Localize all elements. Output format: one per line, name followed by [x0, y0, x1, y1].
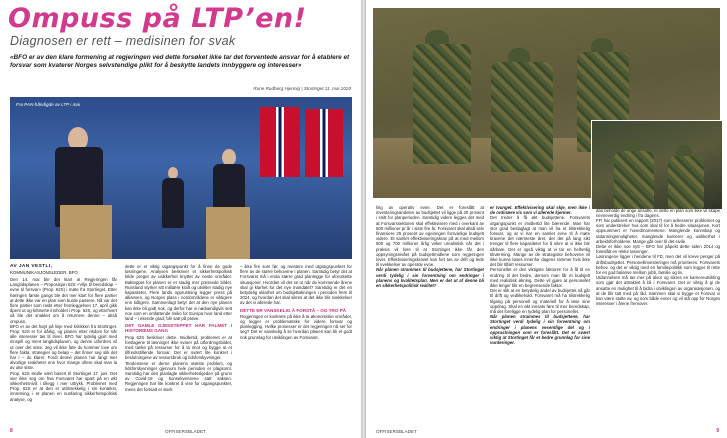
lead-quote: «BFO er av den klare formening at regjeringen ved dette forsøket ikke tar det forventede ansvar for å etablere et forsvar som kvaterer Norges selvstendige plikt for å beskytte landets innbyggere og interesser»: [10, 54, 350, 69]
section-heading: DETTE ER VANSKELIG Å FORSTÅ – OG TRO PÅ: [240, 307, 347, 313]
soldier-figure: [491, 62, 553, 172]
text-column-1: [10, 277, 117, 427]
soldier-figure: [413, 44, 471, 164]
attendee-figure: [162, 178, 184, 228]
paragraph: dette er et viktig utgangspunkt for å finne de gode løsningene. Analysen beskriver et sikkerhetspolitisk bilde preget av usikkerhet knyttet av neste områder. Bakteppet for planen er et stadig mer pressede bildet. Russland styrker sitt militære kraft og utvikler stadig nye kapasiteter. Flere lands opprustning legger press på alliansen, og Norges plass i nordområdene er viktigere enn tidligere. Sammenlagt betyr det at den nye planen kan ikke bli godt nok, og derfor har vi nødvendigvis sett noe som en omfattende risiko for Europa hvor land etter land – i ekende grad, blir satt på prøve.: [125, 264, 232, 322]
paragraph: Når planen strammes til budsjettene, har Stortinget verdi tydelig i sin forventning om endringer i planens vesentlige del og i opprustningen som er foreslått. Det er svært viktig at Stortinget får et bedre grunnlag for sine vurderinger.: [490, 314, 590, 346]
paragraph: er tvunget. Effektivisering skal skje, men ikke i de ordinære vis som vi allerede kjenner.: [490, 205, 590, 216]
footer-title: OFFISERSBLADET: [376, 429, 417, 434]
byline: Rune Rudberg Hjennig | Stortinget 11. mai 2020: [253, 86, 351, 91]
left-page: [0, 0, 361, 438]
soldier-figure: [614, 151, 654, 209]
paragraph: – ikke fire som før, og mestere med utgangspunktet for flere av de større behovene i planen. Samtidig betyr det at Forsvaret må i enda større grad planlegge for uforutsette situasjoner. Hvordan vil det se ut når de kommende årene skal gi klarhet for det nye mandatet? Samtidig er det en betydelig uklarhet om budsjettøkningen i perioden frem til 2024, og hvordan det skal sikres at det ikke blir svekkelser av det vi allerede har.: [240, 264, 352, 306]
paragraph: Løsningene ligger i hendene til FD, men det vil kreve penger på driftsbudsjettet. Personellinvesteringer må prioriteres. Forsvarets behov, og det er viktig med en familiepolitikk som legger til rette for en god balanse mellom jobb, familie og liv.: [596, 254, 720, 276]
right-page: [366, 0, 727, 438]
paragraph: Dette er ikke noe nytt – BFO har påpekt dette siden 2014 og foreslått en rekke løsninger.: [596, 244, 720, 255]
soldier-figure: [668, 156, 704, 209]
paragraph: BFO er av det høyt på linje med kritikken fra Stortinget. Prop. 62S er for dårlig, og planen etter rikdom for når alle interesser tas til trivel. BFO har tydelig gjort med innspill og ment langtidsplanen, og denne utfordres vil ut over det siste. Jeg vil ikke føle du kommer love om flere fakta, strategier og beløp – det finner seg slik det har i – du klarer. Fordi denne planen har langt mer alvorlige svakheter enn hvor mange oftere skal man la av utte siste.: [10, 323, 117, 371]
page-number: 9: [716, 428, 719, 434]
paragraph: FFI har publisert en rapport (2017) som adresserer problemet og som understreker hva som skal til for å bedre situasjonen. Kort oppsummert er hovedmomentene: Manglende kunnskap og utdanningsmuligheter, manglende karrierer og usikkerhet i arbeidsforholdene. Mange går over til det sivile.: [596, 218, 720, 244]
paragraph: Den 14. mai ble det klart at Regjeringen får Langtidsplanen – Proposisjon 62S «Vilje til beredskap – evne til forsvar» (Prop. 62S) i møte fra Stortinget. Etter høringen første gangs ble det mer klart for flere partier at dette ikke var en plan som burde passere. Nå var det flere partier som raskt etter fremleggelsen 17. april gikk åpent ut og kritiserte innholdet i Prop. 62S, og etterhvert så ble det snakket om å returnere denne – altså ompuss.: [10, 277, 117, 324]
page-number: 8: [10, 428, 13, 434]
paragraph: Det er slik at en betydelig andel av budsjettet nå går til drift og vedlikehold. Forsvaret må ha tilstrekkelig tilgang på personell og materiell for å løse sine oppdrag. Skal en økt innsats føre til mer beredskap, må det foreligge en tydelig plan for personellet.: [490, 288, 590, 315]
paragraph: Utdannelsen må tas mer på alvor og sikres en karriereutvikling som gjør det attraktivt å bli i Forsvaret. Det er viktig å gi de ansatte en mulighet til å bidra i utviklingen av organisasjonen, og at de blir tatt med på råd. Sammen skal vi bygge et Forsvar vi kan være stolte av, og som både evner og vil stå opp for Norges interesser i årene fremover.: [596, 275, 720, 307]
norway-flag-icon: [260, 107, 300, 177]
paragraph: dan beholde de unge ansatte, er dette en plan som ikke vil skape nevneverdig endring i fra dagens.: [596, 208, 720, 218]
paragraph: Prop 62S beskriver dette. Imidlertid, problemet er at forslagene til løsninger ikke svarer på utfordringsbildet, med tanke på ressurser for å ta imot og bygge ut et tilfredsstillende forsvar. Det er svært lite konkret i beslutningene av ressursbruk og tidsforskyvninger.: [125, 334, 232, 361]
military-inset-photo: [591, 120, 723, 210]
paragraph: Det treder å få økt budsjettene. Forsvarets utgangspunkt er imidlertid lite bærende. Man har stor grad beslaglagt at man vil ha et tilstrekkelig forsvar, og at vi har en samlet evne til å møte kravene det nærmeste året, der det på lang sikt trenger til flere kapasiteter for å sikre at vi ikke blir sårbare. Det er også viktig at vi tar en helhetlig tilnærming. Mange av de strategiske behovene vil ikke kunne løses innenfor dagens rammer hvis ikke det blir tilført ressurser.: [490, 215, 590, 268]
footer-title: OFFISERSBLADET: [165, 429, 206, 434]
paragraph: Regjeringen er konkrete på ikke å ta økonomiske områder, og legger er problematiske for videre forsvar og planlegging. Hvilke prosesser er det regjeringen nå ser for seg? Det er vanskelig å se hvordan planen kan bli et godt nok grunnlag for utviklingen av Forsvaret.: [240, 313, 352, 340]
text-column-3-cont: [596, 218, 720, 427]
section-heading: DET GAMLE GJENSTEPPET HAR FALMET I HISTORIENS GANG: [125, 323, 232, 334]
paragraph: ling av operativ evne. Det er foreslått at investeringsandelen av budsjettet vil ligge på 30 prosent i snitt for planperioden. Samtidig videre legges det med at Forsvarssektoren skal effektivisere med i overkant av 500 millioner pr år i siste fire år. Forsvaret skal altså selv finansiere 25 prosent av egeinngen forsvarlige budsjett videre. Et samlet effektiviseringskrav på at med mellom 500 og 700 millioner årlig virker urealistisk når det i praksis vil føre til at Stortinget ikke får den oppsyningsnivået på budsjettmidlene som regjeringen lover. Effektiviseringskravet kan fort tas av drift og lede til svekkelser av operativ evne.: [376, 205, 484, 268]
author: AV JAN VESTLI,: [10, 264, 53, 269]
press-conference-photo: [10, 97, 352, 259]
text-column-3: [240, 264, 352, 427]
text-column-2: [490, 205, 590, 427]
podium: [60, 205, 112, 259]
paragraph: Personellet er den viktigste faktoren for å få til en endring til det bedre, dersom man får et budsjett med realistisk økning. Dette vil gjøre at personellet ikke lenger blir en begrensende faktor.: [490, 267, 590, 289]
text-column-2: [125, 264, 232, 427]
text-column-3: [596, 208, 720, 218]
paragraph: Tendensene er derne planens største problem, og tidsforskyvninger gjennom hele perioden er plagsomt. Samtidig har den planlagte sikkerhetsskjeden på grunn av Covid-19 og konsekvensene satt saksen. Regjeringen har lite konkret å vise for utgangspunktet, mens det fortsatt er sterk: [125, 360, 232, 392]
podium: [206, 207, 250, 259]
norway-flag-icon: [305, 109, 343, 177]
text-column-1: [376, 205, 484, 427]
author-title: KOMMUNIKASJONSLEDER, BFO: [10, 270, 78, 275]
photo-caption: Fra PAN-håndigde av LTP i mai: [16, 102, 80, 107]
headline: Ompuss på LTP’en!: [8, 3, 307, 34]
paragraph: Prop. 62S skulle vært basert til Stortinget 17. juni. Det sier ikke seg om hva Forsvaret har spart på en økt sikkerhetsnivå i tillegg i mer uttrykk. Problemet med Prop. 62S er at den er utilstrekkelig i sin kontekst, innretning, i et planen en nunføring sikkerhetspolitisk analyse, og: [10, 370, 117, 402]
subheadline: Diagnosen er rett – medisinen for svak: [10, 34, 236, 48]
paragraph: Når planen strammes til budsjettene, har Stortinget verdi tydelig i sin forventning om endringer i planens og kvalitetsplan. Men er det ut af denne bli en sikkerhetspolitisk realitet?: [376, 267, 484, 289]
